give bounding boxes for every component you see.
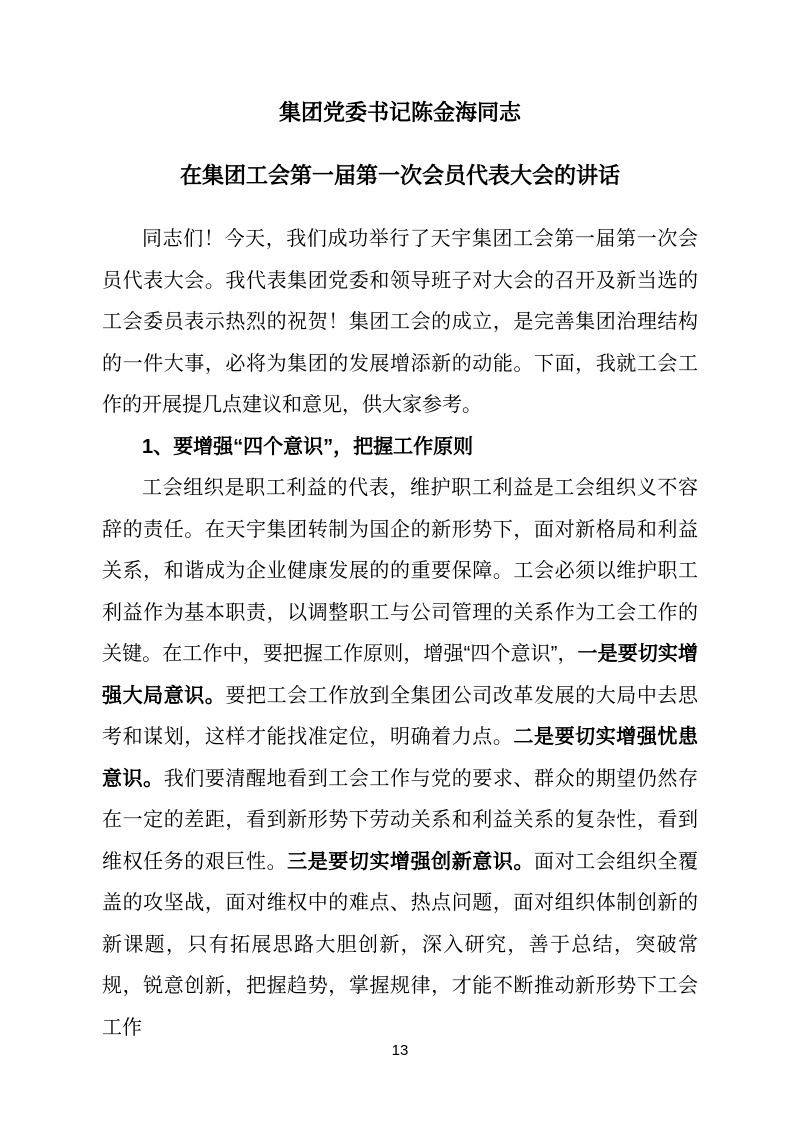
text-segment: 要把工会工作放到全集团公司改革发展的大局中去思考和谋划，这样才能找准定位，明确着力点。 <box>102 684 699 748</box>
document-body <box>102 219 698 1049</box>
bold-text-segment: 一是要切实增强大局意识。 <box>102 643 698 707</box>
bold-text-segment: 1、要增强“四个意识”，把握工作原则 <box>142 435 474 458</box>
text-segment: 我们要清醒地看到工会工作与党的要求、群众的期望仍然存在一定的差距，看到新形势下劳动关系和利益关系的复杂性，看到维权任务的艰巨性。 <box>102 767 699 873</box>
body-paragraph <box>102 219 698 427</box>
bold-text-segment: 二是要切实增强忧患意识。 <box>102 726 699 790</box>
document-subtitle: 在集团工会第一届第一次会员代表大会的讲话 <box>179 163 620 188</box>
document-content <box>102 0 698 1049</box>
bold-text-segment: 三是要切实增强创新意识。 <box>287 850 535 873</box>
text-segment: 面对工会组织全覆盖的攻坚战，面对维权中的难点、热点问题，面对组织体制创新的新课题，只有拓展思路大胆创新，深入研究，善于总结，突破常规，锐意创新，把握趋势，掌握规律，才能不断推动新形势下工会工作 <box>102 850 699 1039</box>
text-segment: 工会组织是职工利益的代表，维护职工利益是工会组织义不容辞的责任。在天宇集团转制为国企的新形势下，面对新格局和利益关系，和谐成为企业健康发展的的重要保障。工会必须以维护职工利益作为基本职责，以调整职工与公司管理的关系作为工会工作的关键。在工作中，要把握工作原则，增强“四个意识”， <box>102 477 698 665</box>
text-segment: 同志们！今天，我们成功举行了天宇集团工会第一届第一次会员代表大会。我代表集团党委和领导班子对大会的召开及新当选的工会委员表示热烈的祝贺！集团工会的成立，是完善集团治理结构的一件大事，必将为集团的发展增添新的动能。下面，我就工会工作的开展提几点建议和意见，供大家参考。 <box>102 228 698 416</box>
page-footer <box>0 1042 800 1060</box>
section-heading <box>102 427 698 469</box>
page-number: 13 <box>391 1042 409 1059</box>
body-paragraph <box>102 468 698 1049</box>
document-title: 集团党委书记陈金海同志 <box>278 100 521 125</box>
